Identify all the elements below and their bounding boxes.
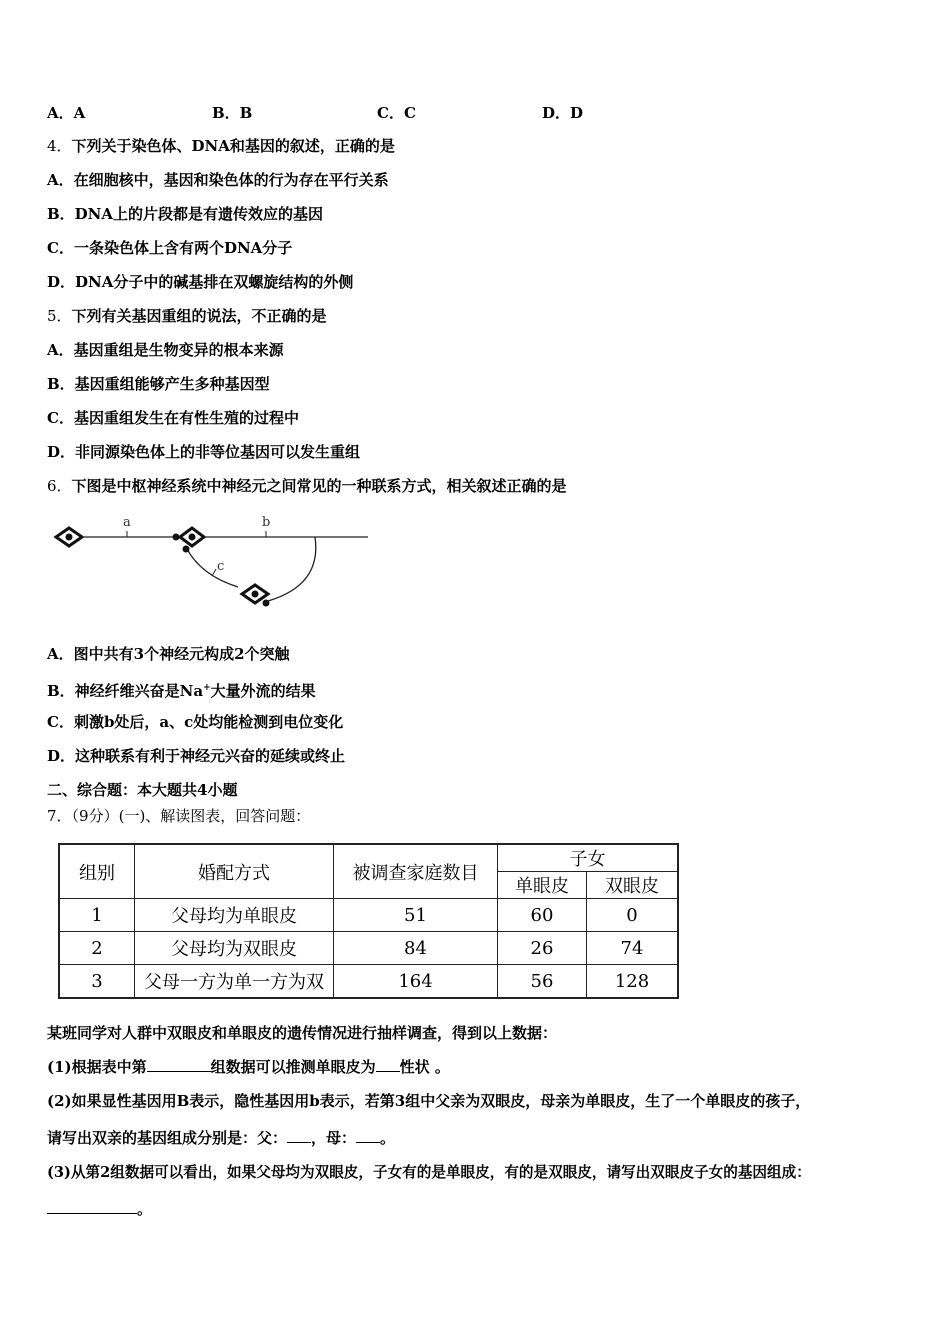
label-a: a: [123, 515, 131, 530]
answer-blank[interactable]: [376, 1057, 400, 1072]
cell-family-count: 164: [334, 965, 498, 999]
q3-option-c: C．C: [377, 104, 416, 122]
th-family-count: 被调查家庭数目: [334, 844, 498, 899]
label-b: b: [262, 515, 271, 530]
cell-single: 60: [498, 899, 587, 932]
q7-table: [58, 843, 679, 999]
table-row: [59, 932, 678, 965]
q6-stem-text: 下图是中枢神经系统中神经元之间常见的一种联系方式，相关叙述正确的是: [71, 477, 567, 495]
q6-option-b: [47, 678, 316, 701]
neuron-1: [56, 528, 82, 546]
feedback-axon: [268, 537, 316, 601]
synapse-terminal-2: [183, 546, 190, 553]
cell-marriage: 父母均为双眼皮: [135, 932, 334, 965]
neuron-2: [180, 528, 204, 546]
q4-number: 4．: [47, 137, 72, 155]
q5-option-b: B．基因重组能够产生多种基因型: [47, 375, 270, 393]
q5-stem-text: 下列有关基因重组的说法，不正确的是: [71, 307, 327, 325]
tick-c: [212, 569, 216, 576]
q6-number: 6．: [47, 477, 72, 495]
table-row: [59, 899, 678, 932]
q7-part2-b: ，母：: [311, 1129, 357, 1147]
q7-part2-line2: [47, 1128, 395, 1148]
answer-blank[interactable]: [147, 1057, 211, 1072]
answer-blank[interactable]: [287, 1128, 311, 1143]
th-single-eyelid: 单眼皮: [498, 872, 587, 899]
q5-number: 5．: [47, 307, 72, 325]
q7-part1-c: 性状 。: [399, 1058, 450, 1076]
q4-option-d: D．DNA分子中的碱基排在双螺旋结构的外侧: [47, 273, 354, 291]
q3-option-b: B．B: [212, 104, 253, 122]
label-c: c: [217, 559, 225, 574]
cell-family-count: 84: [334, 932, 498, 965]
q7-part1-a: (1)根据表中第: [47, 1058, 147, 1076]
answer-blank[interactable]: [356, 1128, 380, 1143]
cell-marriage: 父母一方为单一方为双: [135, 965, 334, 999]
q6-option-b-post: 大量外流的结果: [210, 682, 316, 700]
q6-stem: [47, 476, 567, 496]
cell-double: 74: [587, 932, 679, 965]
cell-group: 2: [59, 932, 135, 965]
q6-option-d: D．这种联系有利于神经元兴奋的延续或终止: [47, 747, 346, 765]
q7-part3-end: 。: [137, 1200, 153, 1218]
q6-option-b-sup: +: [203, 683, 211, 693]
q4-option-a: A．在细胞核中，基因和染色体的行为存在平行关系: [47, 171, 389, 189]
q4-stem: [47, 136, 395, 156]
cell-single: 26: [498, 932, 587, 965]
table-row: [59, 965, 678, 999]
cell-group: 3: [59, 965, 135, 999]
neuron-connection-diagram: [50, 505, 380, 615]
q7-part3-line1: (3)从第2组数据可以看出，如果父母均为双眼皮，子女有的是单眼皮，有的是双眼皮，请写出双眼皮子女的基因组成：: [47, 1164, 811, 1181]
cell-group: 1: [59, 899, 135, 932]
q7-intro: 某班同学对人群中双眼皮和单眼皮的遗传情况进行抽样调查，得到以上数据：: [47, 1024, 558, 1042]
cell-marriage: 父母均为单眼皮: [135, 899, 334, 932]
q6-option-a: A．图中共有3个神经元构成2个突触: [47, 645, 290, 663]
q5-option-a: A．基因重组是生物变异的根本来源: [47, 341, 284, 359]
th-group: 组别: [59, 844, 135, 899]
q7-part2-line1: (2)如果显性基因用B表示，隐性基因用b表示，若第3组中父亲为双眼皮，母亲为单眼皮，生了一个单眼皮的孩子，: [47, 1092, 811, 1110]
th-double-eyelid: 双眼皮: [587, 872, 679, 899]
q4-option-b: B．DNA上的片段都是有遗传效应的基因: [47, 205, 324, 223]
answer-blank[interactable]: [47, 1199, 137, 1214]
q7-part1: [47, 1057, 450, 1077]
collateral-branch: [186, 547, 238, 587]
q5-stem: [47, 306, 327, 326]
q7-part2-c: 。: [380, 1129, 396, 1147]
th-children: 子女: [498, 844, 679, 872]
q7-part3-line2: [47, 1199, 152, 1219]
cell-double: 0: [587, 899, 679, 932]
q3-option-d: D．D: [542, 104, 584, 122]
q6-option-c: C．刺激b处后，a、c处均能检测到电位变化: [47, 713, 344, 731]
q7-part2-a: 请写出双亲的基因组成分别是：父：: [47, 1129, 288, 1147]
cell-double: 128: [587, 965, 679, 999]
q7-part1-b: 组数据可以推测单眼皮为: [210, 1058, 376, 1076]
q3-option-a: A．A: [47, 104, 86, 122]
th-marriage: 婚配方式: [135, 844, 334, 899]
q5-option-c: C．基因重组发生在有性生殖的过程中: [47, 409, 299, 427]
cell-family-count: 51: [334, 899, 498, 932]
section-2-heading: 二、综合题：本大题共4小题: [47, 781, 238, 799]
q7-stem: 7．（9分）(一)、解读图表，回答问题：: [47, 807, 311, 825]
q5-option-d: D．非同源染色体上的非等位基因可以发生重组: [47, 443, 361, 461]
synapse-terminal-3: [263, 600, 270, 607]
cell-single: 56: [498, 965, 587, 999]
q6-option-b-pre: B．神经纤维兴奋是Na: [47, 682, 204, 700]
q4-stem-text: 下列关于染色体、DNA和基因的叙述，正确的是: [71, 137, 395, 155]
q4-option-c: C．一条染色体上含有两个DNA分子: [47, 239, 293, 257]
